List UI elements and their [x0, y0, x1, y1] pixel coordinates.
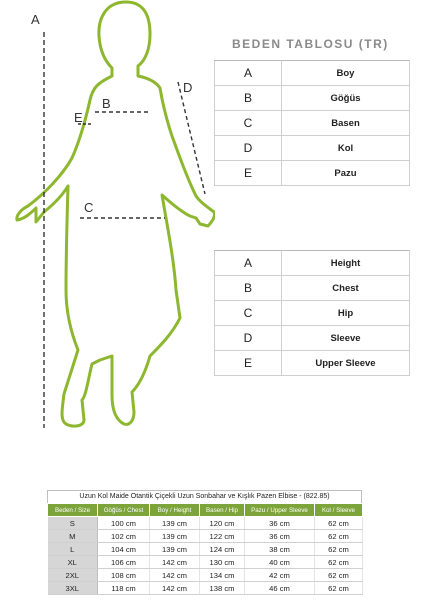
height-cell: 142 cm	[150, 582, 200, 595]
table-row	[48, 569, 363, 582]
legend-row	[215, 251, 410, 276]
height-cell: 142 cm	[150, 569, 200, 582]
size-chart-header-row	[48, 504, 363, 517]
hip-cell: 122 cm	[200, 530, 245, 543]
sleeve-cell: 62 cm	[315, 556, 363, 569]
sleeve-measure-line	[178, 82, 205, 194]
legend-row	[215, 326, 410, 351]
legend-key: E	[215, 161, 282, 186]
size-chart	[47, 490, 362, 595]
legend-key: C	[215, 111, 282, 136]
size-chart-table	[47, 503, 363, 595]
silhouette-drawing	[0, 0, 215, 440]
table-row	[48, 543, 363, 556]
legend-table-tr	[214, 60, 410, 186]
upper-sleeve-cell: 40 cm	[245, 556, 315, 569]
hip-cell: 124 cm	[200, 543, 245, 556]
table-row	[48, 530, 363, 543]
legend-row	[215, 136, 410, 161]
height-cell: 139 cm	[150, 543, 200, 556]
label-c: C	[84, 200, 94, 215]
legend-row	[215, 276, 410, 301]
table-row	[48, 582, 363, 595]
size-cell: 3XL	[48, 582, 98, 595]
table-row	[48, 517, 363, 530]
size-cell: M	[48, 530, 98, 543]
legend-row	[215, 61, 410, 86]
hip-cell: 134 cm	[200, 569, 245, 582]
legend-row	[215, 161, 410, 186]
size-chart-caption: Uzun Kol Maide Otantik Çiçekli Uzun Sonbahar ve Kışlık Pazen Elbise - (822.85)	[47, 490, 362, 503]
hip-cell: 130 cm	[200, 556, 245, 569]
label-a: A	[31, 12, 40, 27]
legend-key: D	[215, 326, 282, 351]
chest-cell: 118 cm	[98, 582, 150, 595]
column-header-upper-sleeve: Pazu / Upper Sleeve	[245, 504, 315, 517]
chest-cell: 108 cm	[98, 569, 150, 582]
upper-sleeve-cell: 36 cm	[245, 530, 315, 543]
sleeve-cell: 62 cm	[315, 569, 363, 582]
chest-cell: 106 cm	[98, 556, 150, 569]
legend-title: BEDEN TABLOSU (TR)	[232, 37, 389, 51]
size-cell: XL	[48, 556, 98, 569]
hip-cell: 138 cm	[200, 582, 245, 595]
upper-sleeve-cell: 42 cm	[245, 569, 315, 582]
table-row	[48, 556, 363, 569]
legend-label: Göğüs	[282, 86, 410, 111]
legend-label: Chest	[282, 276, 410, 301]
legend-key: E	[215, 351, 282, 376]
chest-cell: 100 cm	[98, 517, 150, 530]
legend-key: B	[215, 86, 282, 111]
legend-table-en	[214, 250, 410, 376]
size-cell: 2XL	[48, 569, 98, 582]
upper-sleeve-cell: 38 cm	[245, 543, 315, 556]
legend-key: C	[215, 301, 282, 326]
column-header-sleeve: Kol / Sleeve	[315, 504, 363, 517]
legend-label: Upper Sleeve	[282, 351, 410, 376]
column-header-height: Boy / Height	[150, 504, 200, 517]
legend-row	[215, 301, 410, 326]
chest-cell: 102 cm	[98, 530, 150, 543]
legend-label: Sleeve	[282, 326, 410, 351]
column-header-hip: Basen / Hip	[200, 504, 245, 517]
legend-label: Kol	[282, 136, 410, 161]
legend-key: B	[215, 276, 282, 301]
size-cell: L	[48, 543, 98, 556]
size-cell: S	[48, 517, 98, 530]
legend-label: Boy	[282, 61, 410, 86]
legend-row	[215, 111, 410, 136]
legend-row	[215, 351, 410, 376]
label-d: D	[183, 80, 193, 95]
legend-label: Pazu	[282, 161, 410, 186]
legend-label: Hip	[282, 301, 410, 326]
sleeve-cell: 62 cm	[315, 582, 363, 595]
hip-cell: 120 cm	[200, 517, 245, 530]
legend-row	[215, 86, 410, 111]
legend-key: A	[215, 251, 282, 276]
sleeve-cell: 62 cm	[315, 543, 363, 556]
legend-key: D	[215, 136, 282, 161]
dress-silhouette-figure	[0, 0, 215, 440]
legend-label: Basen	[282, 111, 410, 136]
height-cell: 139 cm	[150, 517, 200, 530]
upper-sleeve-cell: 46 cm	[245, 582, 315, 595]
body-outline	[17, 2, 215, 426]
legend-key: A	[215, 61, 282, 86]
height-cell: 139 cm	[150, 530, 200, 543]
label-b: B	[102, 96, 111, 111]
chest-cell: 104 cm	[98, 543, 150, 556]
sleeve-cell: 62 cm	[315, 517, 363, 530]
column-header-size: Beden / Size	[48, 504, 98, 517]
upper-sleeve-cell: 36 cm	[245, 517, 315, 530]
legend-label: Height	[282, 251, 410, 276]
label-e: E	[74, 110, 83, 125]
sleeve-cell: 62 cm	[315, 530, 363, 543]
column-header-chest: Göğüs / Chest	[98, 504, 150, 517]
height-cell: 142 cm	[150, 556, 200, 569]
